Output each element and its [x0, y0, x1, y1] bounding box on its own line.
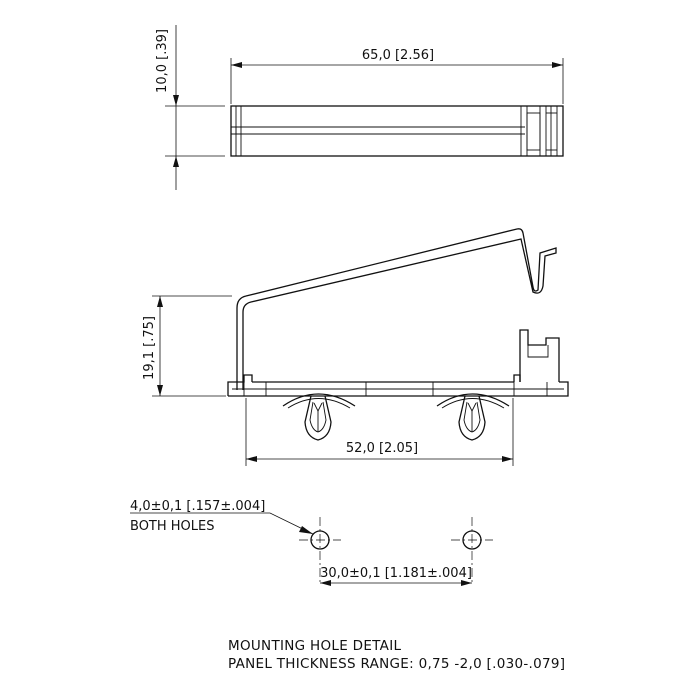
- base-frame: [228, 330, 568, 396]
- dim-side-height: [142, 296, 232, 396]
- hole-diameter-label: 4,0±0,1 [.157±.004]: [130, 499, 266, 514]
- snap-clip-right: [437, 394, 509, 440]
- snap-clip-left: [283, 394, 355, 440]
- notes-title: MOUNTING HOLE DETAIL: [228, 638, 402, 654]
- dim-top-height: [155, 25, 225, 190]
- dim-hole-spacing: [320, 566, 472, 586]
- notes: [228, 638, 565, 672]
- spring-arm: [237, 229, 556, 390]
- top-view-body-outline: [231, 106, 563, 156]
- dim-top-length: [231, 48, 563, 104]
- side-pitch-label: 52,0 [2.05]: [345, 441, 419, 456]
- hole-note-label: BOTH HOLES: [130, 519, 215, 534]
- side-height-label: 19,1 [.75]: [142, 316, 157, 380]
- notes-panel-range: PANEL THICKNESS RANGE: 0,75 -2,0 [.030-.079]: [228, 656, 566, 672]
- mounting-hole-detail: [130, 499, 493, 586]
- hole-diameter-callout: [130, 499, 313, 534]
- top-view: [155, 25, 563, 190]
- side-view: [142, 229, 568, 466]
- top-view-latch-end: [521, 106, 557, 156]
- top-height-label: 10,0 [.39]: [155, 29, 170, 93]
- hole-spacing-label: 30,0±0,1 [1.181±.004]: [320, 566, 472, 581]
- top-length-label: 65,0 [2.56]: [361, 48, 435, 63]
